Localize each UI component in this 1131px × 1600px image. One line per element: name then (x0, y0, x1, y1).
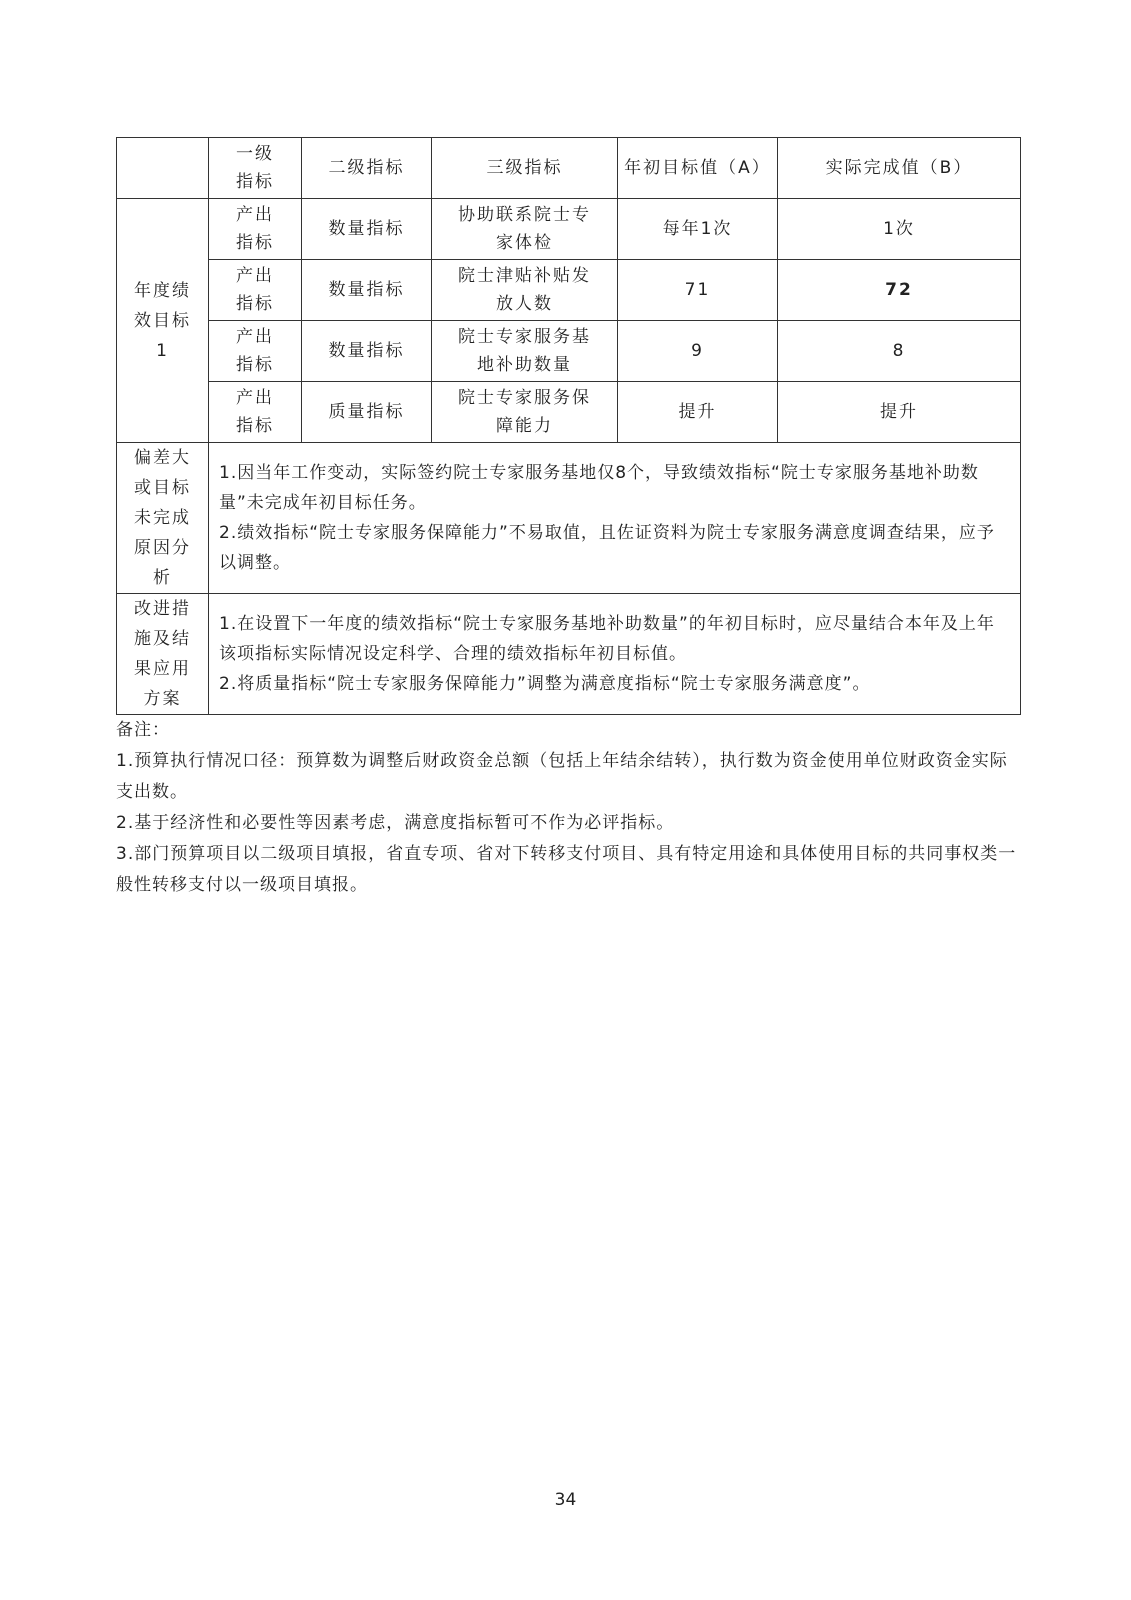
level1-cell: 产出指标 (209, 382, 302, 443)
table-row (117, 382, 1021, 443)
note-line: 3.部门预算项目以二级项目填报，省直专项、省对下转移支付项目、具有特定用途和具体使用目标的共同事权类一般性转移支付以一级项目填报。 (116, 844, 1017, 895)
note-line: 1.预算执行情况口径：预算数为调整后财政资金总额（包括上年结余结转），执行数为资金使用单位财政资金实际支出数。 (116, 751, 1008, 802)
improvement-paragraph: 1.在设置下一年度的绩效指标“院士专家服务基地补助数量”的年初目标时，应尽量结合本年及上年该项指标实际情况设定科学、合理的绩效指标年初目标值。 (219, 614, 995, 664)
target-cell: 9 (618, 321, 778, 382)
notes-section (116, 715, 1020, 901)
level3-cell: 协助联系院士专家体检 (432, 199, 618, 260)
actual-cell: 8 (778, 321, 1021, 382)
level2-cell: 数量指标 (302, 199, 432, 260)
level3-cell: 院士津贴补贴发放人数 (432, 260, 618, 321)
table-header-row (117, 138, 1021, 199)
deviation-row (117, 443, 1021, 594)
improvement-content (209, 594, 1021, 715)
notes-title: 备注： (116, 720, 170, 740)
deviation-paragraph: 1.因当年工作变动，实际签约院士专家服务基地仅8个，导致绩效指标“院士专家服务基地补助数量”未完成年初目标任务。 (219, 463, 979, 513)
actual-cell: 1次 (778, 199, 1021, 260)
header-actual: 实际完成值（B） (778, 138, 1021, 199)
actual-cell: 72 (778, 260, 1021, 321)
header-target: 年初目标值（A） (618, 138, 778, 199)
header-cell-blank (117, 138, 209, 199)
deviation-label: 偏差大或目标未完成原因分析 (117, 443, 209, 594)
improvement-label: 改进措施及结果应用方案 (117, 594, 209, 715)
level1-cell: 产出指标 (209, 260, 302, 321)
header-level2: 二级指标 (302, 138, 432, 199)
level1-cell: 产出指标 (209, 199, 302, 260)
level3-cell: 院士专家服务保障能力 (432, 382, 618, 443)
improvement-paragraph: 2.将质量指标“院士专家服务保障能力”调整为满意度指标“院士专家服务满意度”。 (219, 674, 871, 694)
performance-table (116, 137, 1021, 715)
level2-cell: 数量指标 (302, 260, 432, 321)
header-level1: 一级指标 (209, 138, 302, 199)
group-label: 年度绩效目标1 (117, 199, 209, 443)
improvement-row (117, 594, 1021, 715)
level1-cell: 产出指标 (209, 321, 302, 382)
level3-cell: 院士专家服务基地补助数量 (432, 321, 618, 382)
table-row (117, 199, 1021, 260)
target-cell: 71 (618, 260, 778, 321)
level2-cell: 质量指标 (302, 382, 432, 443)
note-line: 2.基于经济性和必要性等因素考虑，满意度指标暂可不作为必评指标。 (116, 813, 675, 833)
page-number: 34 (554, 1490, 577, 1510)
header-level3: 三级指标 (432, 138, 618, 199)
actual-cell: 提升 (778, 382, 1021, 443)
table-row (117, 260, 1021, 321)
deviation-content (209, 443, 1021, 594)
deviation-paragraph: 2.绩效指标“院士专家服务保障能力”不易取值，且佐证资料为院士专家服务满意度调查结果，应予以调整。 (219, 523, 995, 573)
target-cell: 提升 (618, 382, 778, 443)
table-row (117, 321, 1021, 382)
level2-cell: 数量指标 (302, 321, 432, 382)
target-cell: 每年1次 (618, 199, 778, 260)
